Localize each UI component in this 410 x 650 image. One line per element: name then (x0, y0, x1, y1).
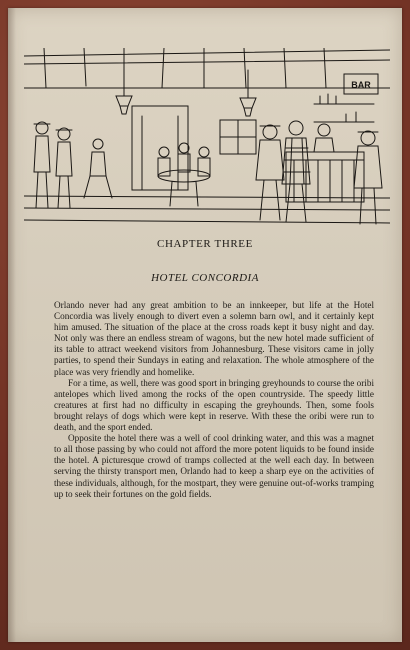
page-gutter-shadow (8, 8, 16, 642)
chapter-heading: CHAPTER THREE (157, 238, 253, 250)
chapter-title: HOTEL CONCORDIA (151, 272, 259, 284)
chapter-body (54, 300, 374, 500)
paragraph-2: For a time, as well, there was good sport in bringing greyhounds to course the oribi antelopes which lived among the rocks of the open countryside. The speedy little creatures at first had no difficulty in escaping the greyhounds. Then, some fools brought relays of dogs which were kept in reserve. With these the oribi were run to death, and the sport ended. (54, 377, 374, 433)
paragraph-1: Orlando never had any great ambition to be an innkeeper, but life at the Hotel Concordia was lively enough to divert even a solemn barn owl, and it certainly kept him amused. The situation of the place at the cross roads kept it busy night and day. Not only was there an endless stream of wagons, but the new hotel made sufficient of its table to attract weekend visitors from Johannesburg. These visitors came in jolly parties, to spend their Sundays in eating and relaxation. The whole atmosphere of the place was very friendly and homelike. (54, 300, 374, 377)
hotel-bar-illustration (24, 48, 390, 230)
bar-sign-text: BAR (351, 80, 371, 90)
paragraph-3: Opposite the hotel there was a well of cool drinking water, and this was a magnet to all those passing by who could not afford the more potent liquids to be found inside the hotel. A picturesque crowd of tramps collected at the well each day. In between serving the thirsty transport men, Orlando had to keep a sharp eye on the activities of these individuals, although, for the mostpart, they were genuine out-of-works tramping up to seek their fortunes on the gold fields. (54, 433, 374, 499)
book-page (8, 8, 402, 642)
